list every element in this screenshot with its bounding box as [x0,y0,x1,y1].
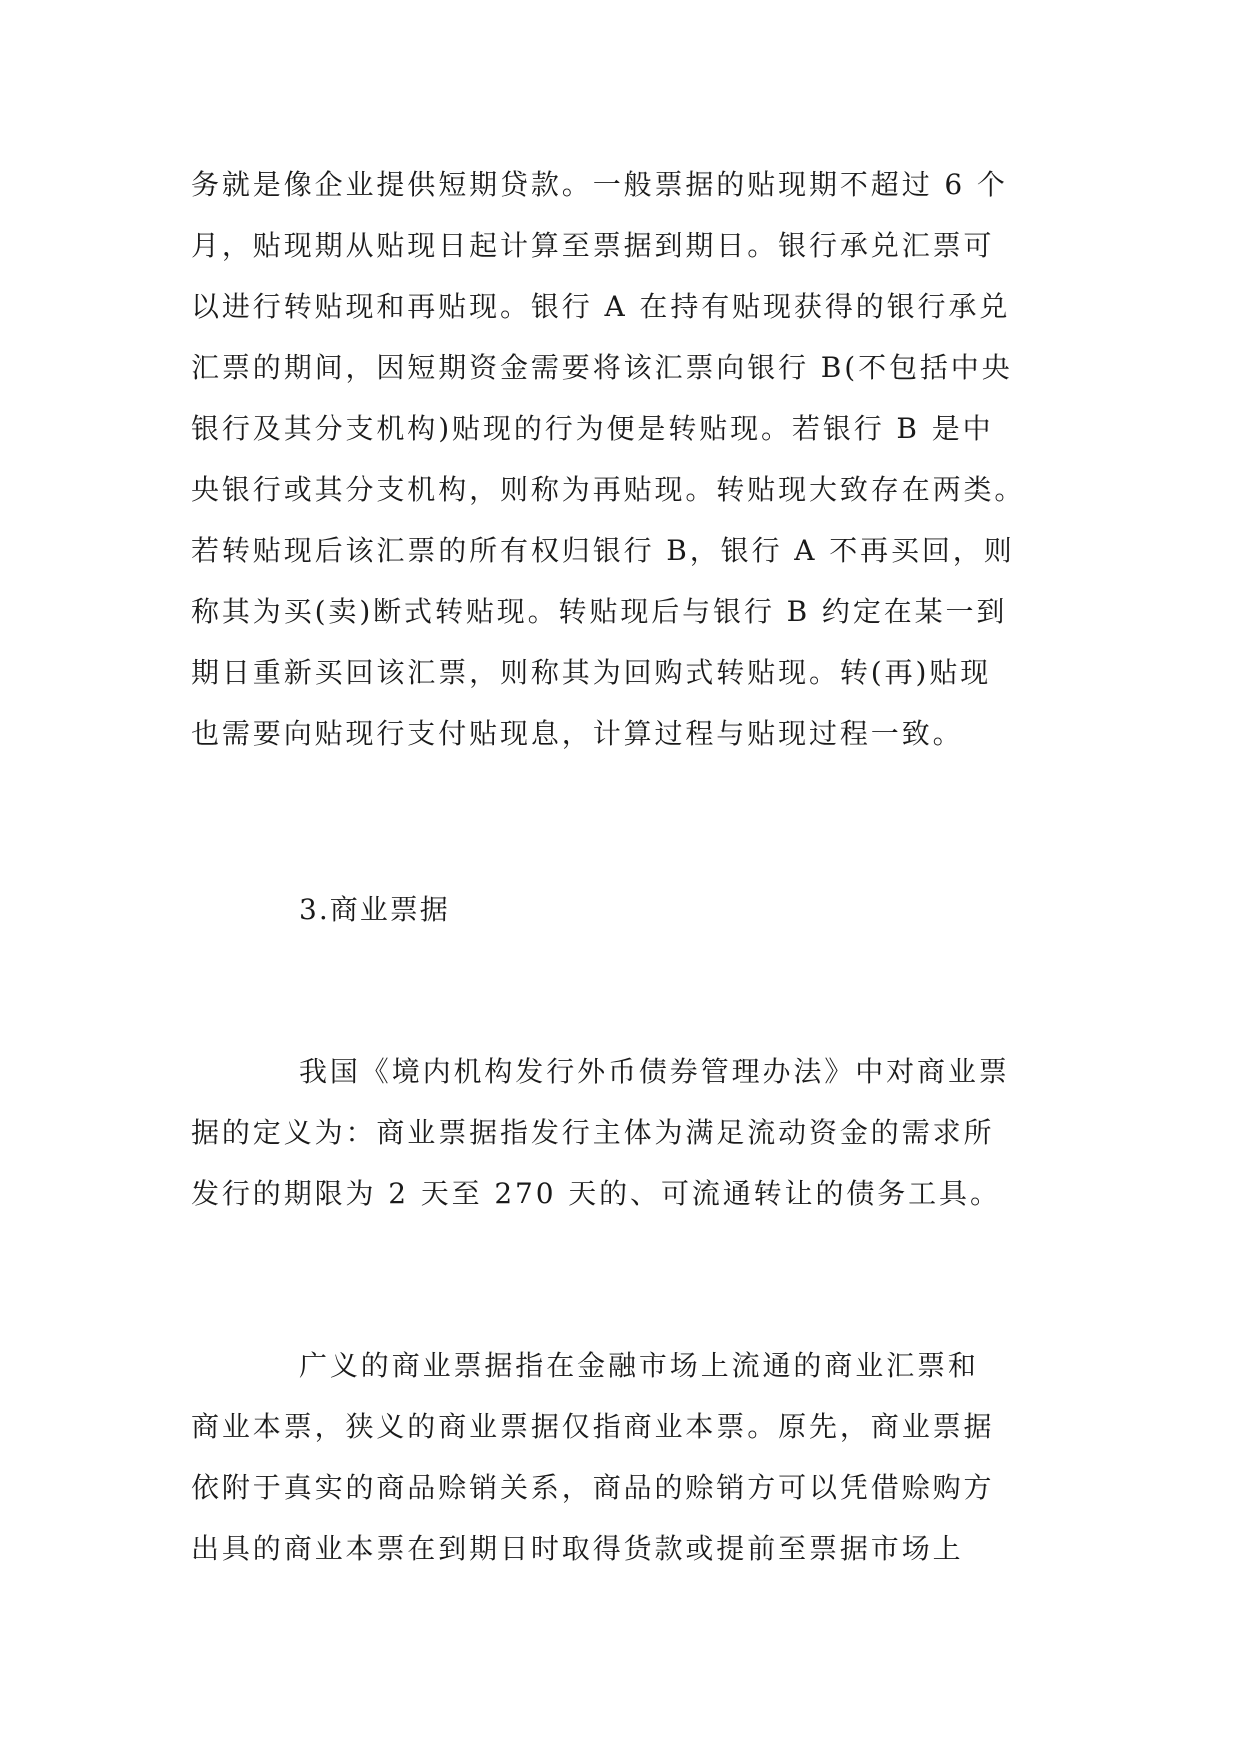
text-line: 广义的商业票据指在金融市场上流通的商业汇票和 [299,1349,979,1382]
text-line: 央银行或其分支机构，则称为再贴现。转贴现大致存在两类。 [191,473,1026,506]
text-line: 月，贴现期从贴现日起计算至票据到期日。银行承兑汇票可 [191,229,995,262]
text-line: 出具的商业本票在到期日时取得货款或提前至票据市场上 [191,1532,964,1565]
text-line: 发行的期限为 2 天至 270 天的、可流通转让的债务工具。 [191,1177,1001,1210]
text-line: 商业本票，狭义的商业票据仅指商业本票。原先，商业票据 [191,1410,995,1443]
text-line: 也需要向贴现行支付贴现息，计算过程与贴现过程一致。 [191,717,964,750]
text-line: 若转贴现后该汇票的所有权归银行 B，银行 A 不再买回，则 [191,534,1015,567]
text-line: 称其为买(卖)断式转贴现。转贴现后与银行 B 约定在某一到 [191,595,1008,628]
text-line: 我国《境内机构发行外币债券管理办法》中对商业票 [299,1055,1010,1088]
text-line: 据的定义为：商业票据指发行主体为满足流动资金的需求所 [191,1116,995,1149]
text-line: 汇票的期间，因短期资金需要将该汇票向银行 B(不包括中央 [191,351,1013,384]
text-line: 银行及其分支机构)贴现的行为便是转贴现。若银行 B 是中 [191,412,994,445]
text-line: 期日重新买回该汇票，则称其为回购式转贴现。转(再)贴现 [191,656,992,689]
text-line: 务就是像企业提供短期贷款。一般票据的贴现期不超过 6 个 [191,168,1008,201]
text-line: 以进行转贴现和再贴现。银行 A 在持有贴现获得的银行承兑 [191,290,1011,323]
text-line: 依附于真实的商品赊销关系，商品的赊销方可以凭借赊购方 [191,1471,995,1504]
section-heading: 3.商业票据 [299,893,450,926]
